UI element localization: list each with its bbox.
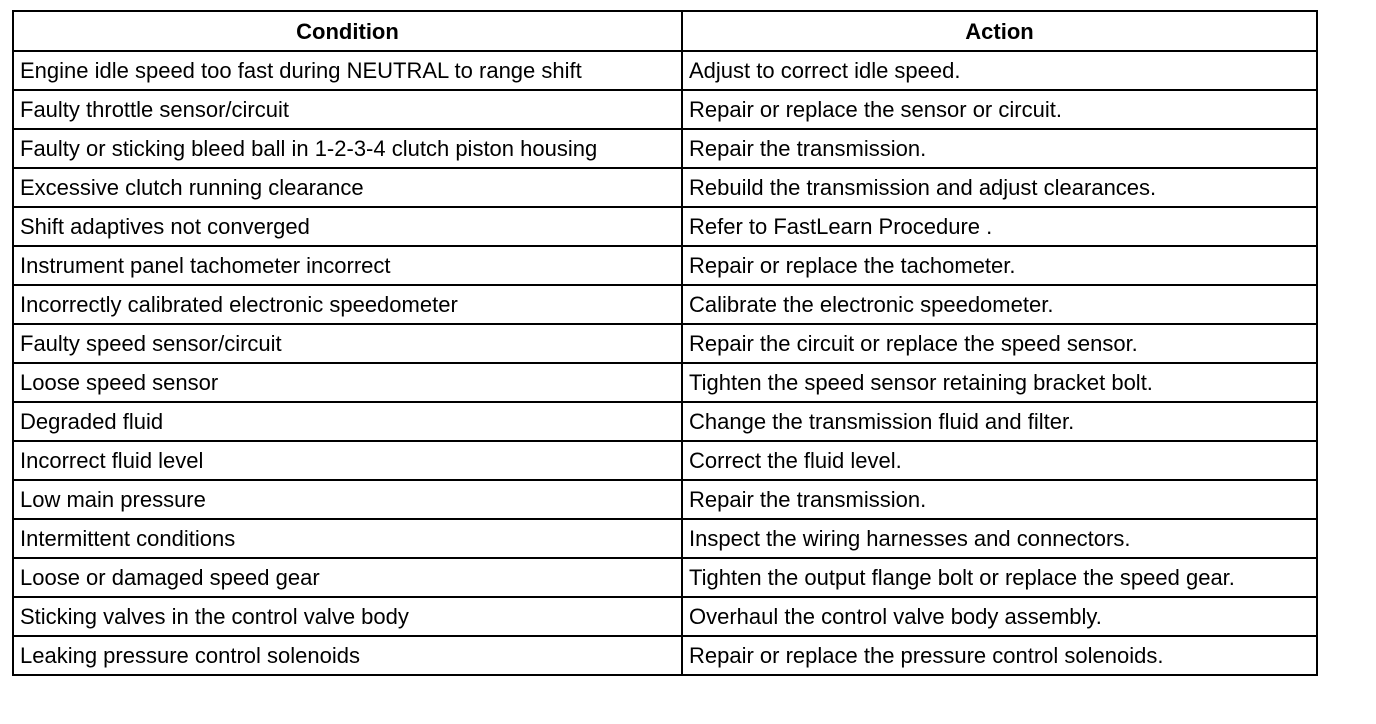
action-cell: Repair the transmission. [682,480,1316,519]
table-row [14,363,1316,402]
table-row [14,636,1316,674]
table-body [14,51,1316,674]
action-cell: Tighten the output flange bolt or replace the speed gear. [682,558,1316,597]
action-cell: Change the transmission fluid and filter. [682,402,1316,441]
table-row [14,207,1316,246]
table-row [14,597,1316,636]
table-row [14,519,1316,558]
action-cell: Repair or replace the sensor or circuit. [682,90,1316,129]
condition-cell: Incorrectly calibrated electronic speedometer [14,285,682,324]
condition-cell: Faulty speed sensor/circuit [14,324,682,363]
table-row [14,129,1316,168]
condition-column-header: Condition [14,12,682,51]
action-cell: Refer to FastLearn Procedure . [682,207,1316,246]
table-row [14,558,1316,597]
condition-cell: Faulty or sticking bleed ball in 1-2-3-4 clutch piston housing [14,129,682,168]
condition-cell: Instrument panel tachometer incorrect [14,246,682,285]
condition-cell: Leaking pressure control solenoids [14,636,682,674]
action-cell: Repair or replace the pressure control solenoids. [682,636,1316,674]
table-row [14,51,1316,90]
troubleshooting-table [14,12,1316,674]
action-cell: Overhaul the control valve body assembly. [682,597,1316,636]
troubleshooting-table-container [12,10,1318,676]
action-cell: Repair the transmission. [682,129,1316,168]
condition-cell: Shift adaptives not converged [14,207,682,246]
table-row [14,90,1316,129]
table-row [14,168,1316,207]
action-cell: Repair the circuit or replace the speed sensor. [682,324,1316,363]
action-cell: Repair or replace the tachometer. [682,246,1316,285]
action-cell: Tighten the speed sensor retaining bracket bolt. [682,363,1316,402]
condition-cell: Engine idle speed too fast during NEUTRAL to range shift [14,51,682,90]
action-cell: Adjust to correct idle speed. [682,51,1316,90]
table-row [14,324,1316,363]
condition-cell: Loose speed sensor [14,363,682,402]
table-row [14,480,1316,519]
action-cell: Rebuild the transmission and adjust clearances. [682,168,1316,207]
table-header-row [14,12,1316,51]
condition-cell: Intermittent conditions [14,519,682,558]
action-cell: Inspect the wiring harnesses and connectors. [682,519,1316,558]
condition-cell: Incorrect fluid level [14,441,682,480]
table-row [14,402,1316,441]
action-column-header: Action [682,12,1316,51]
table-row [14,285,1316,324]
condition-cell: Faulty throttle sensor/circuit [14,90,682,129]
table-row [14,246,1316,285]
condition-cell: Excessive clutch running clearance [14,168,682,207]
table-row [14,441,1316,480]
action-cell: Correct the fluid level. [682,441,1316,480]
condition-cell: Loose or damaged speed gear [14,558,682,597]
action-cell: Calibrate the electronic speedometer. [682,285,1316,324]
condition-cell: Sticking valves in the control valve body [14,597,682,636]
condition-cell: Degraded fluid [14,402,682,441]
condition-cell: Low main pressure [14,480,682,519]
